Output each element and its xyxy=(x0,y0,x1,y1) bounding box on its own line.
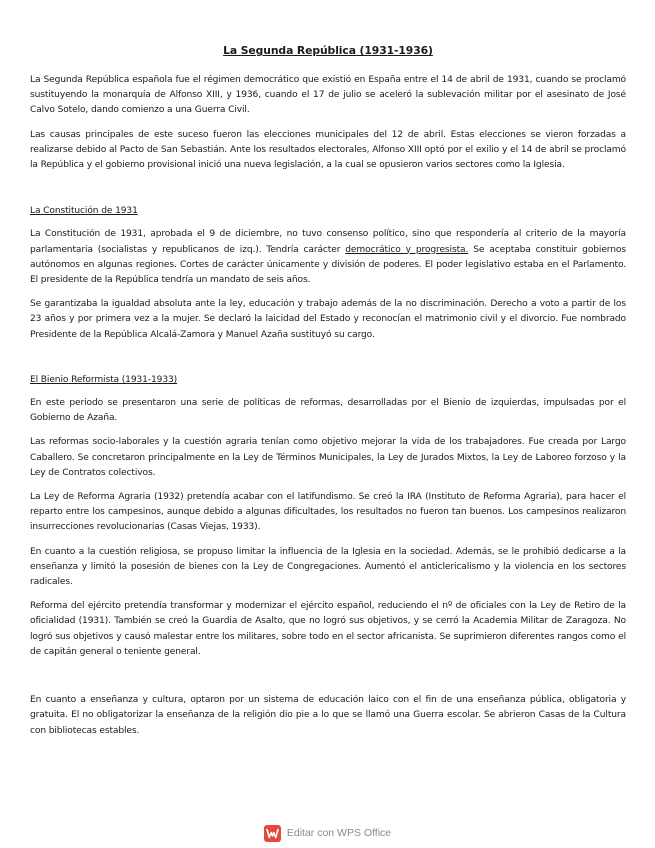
wps-footer xyxy=(0,822,655,844)
bienio-paragraph-2: Las reformas socio-laborales y la cuestión agraria tenían como objetivo mejorar la vida de los trabajadores. Fue creada por Largo Caballero. Se concretaron principalmente en la Ley de Términos Municipales, la Ley de Jurados Mixtos, la Ley de Laboreo forzoso y la Ley de Contratos colectivos. xyxy=(30,437,626,478)
bienio-paragraph-final: En cuanto a enseñanza y cultura, optaron por un sistema de educación laico con el fin de una enseñanza pública, obligatoria y gratuita. El no obligatorizar la enseñanza de la religión dio pie a lo que se llamó una Guerra escolar. Se abrieron Casas de la Cultura con bibliotecas estables. xyxy=(30,695,626,736)
intro-paragraph-2: Las causas principales de este suceso fueron las elecciones municipales del 12 de abril. Estas elecciones se vieron forzadas a realizarse debido al Pacto de San Sebastián. Ante los resultados electorales, Alfonso XIII optó por el exilio y el 14 de abril se proclamó la República y el gobierno provisional inició una nueva legislación, a la cual se opusieron varios sectores como la Iglesia. xyxy=(30,129,626,171)
bienio-paragraph-1: En este periodo se presentaron una serie de políticas de reformas, desarrolladas por el Bienio de izquierdas, impulsadas por el Gobierno de Azaña. xyxy=(30,398,626,424)
bienio-paragraph-3: La Ley de Reforma Agraria (1932) pretendía acabar con el latifundismo. Se creó la IRA (Instituto de Reforma Agraria), para hacer el reparto entre los campesinos, aunque debido a algunas dificultades, los resultados no fueron tan buenos. Los campesinos realizaron insurrecciones revolucionarias (Casas Viejas, 1933). xyxy=(30,492,626,533)
wps-edit-label: Editar con WPS Office xyxy=(286,827,392,839)
constitution-underlined-text: democrático y progresista. xyxy=(345,244,469,255)
section-heading-constitution: La Constitución de 1931 xyxy=(30,206,138,217)
wps-office-logo-icon xyxy=(264,825,281,842)
constitution-text-after: Se aceptaba constituir gobiernos autónomos en algunas regiones. Cortes de carácter únicamente y división de poderes. El poder legislativo estaba en el Parlamento. El presidente de la República tendría un mandato de seis años. xyxy=(30,244,626,286)
bienio-paragraph-4: En cuanto a la cuestión religiosa, se propuso limitar la influencia de la Iglesia en la sociedad. Además, se le prohibió dedicarse a la enseñanza y limitó la posesión de bienes con la Ley de Congregaciones. Aumentó el anticlericalismo y la violencia en los sectores radicales. xyxy=(30,546,626,588)
wps-edit-link[interactable] xyxy=(264,825,391,842)
constitution-paragraph-2: Se garantizaba la igualdad absoluta ante la ley, educación y trabajo además de la no discriminación. Derecho a voto a partir de los 23 años y por primera vez a la mujer. Se declaró la laicidad del Estado y reconocían el matrimonio civil y el divorcio. Fue nombrado Presidente de la República Alcalá-Zamora y Manuel Azaña sustituyó su cargo. xyxy=(30,299,626,340)
constitution-text-before: La Constitución de 1931, aprobada el 9 de diciembre, no tuvo consenso político, sino que respondería al criterio de la mayoría parlamentaria (socialistas y republicanos de izq.). Tendría carácter xyxy=(30,229,626,255)
paragraph-spacer xyxy=(30,669,626,693)
constitution-paragraph-1 xyxy=(30,227,626,288)
document-title: La Segunda República (1931-1936) xyxy=(223,44,433,57)
document-page xyxy=(30,44,626,748)
section-heading-bienio: El Bienio Reformista (1931-1933) xyxy=(30,374,178,385)
intro-paragraph-1: La Segunda República española fue el régimen democrático que existió en España entre el 14 de abril de 1931, cuando se proclamó sustituyendo la monarquía de Alfonso XIII, y 1936, cuando el 17 de julio se aceleró la sublevación militar por el asesinato de José Calvo Sotelo, dando comienzo a una Guerra Civil. xyxy=(30,75,626,116)
bienio-paragraph-5: Reforma del ejército pretendía transformar y modernizar el ejército español, reduciendo el nº de oficiales con la Ley de Retiro de la oficialidad (1931). También se creó la Guardia de Asalto, que no logró sus objetivos, y se cerró la Academia Militar de Zaragoza. No logró sus objetivos y causó malestar entre los militares, sobre todo en el sector africanista. Se suprimieron diferentes rangos como el de capitán general o teniente general. xyxy=(30,601,626,657)
